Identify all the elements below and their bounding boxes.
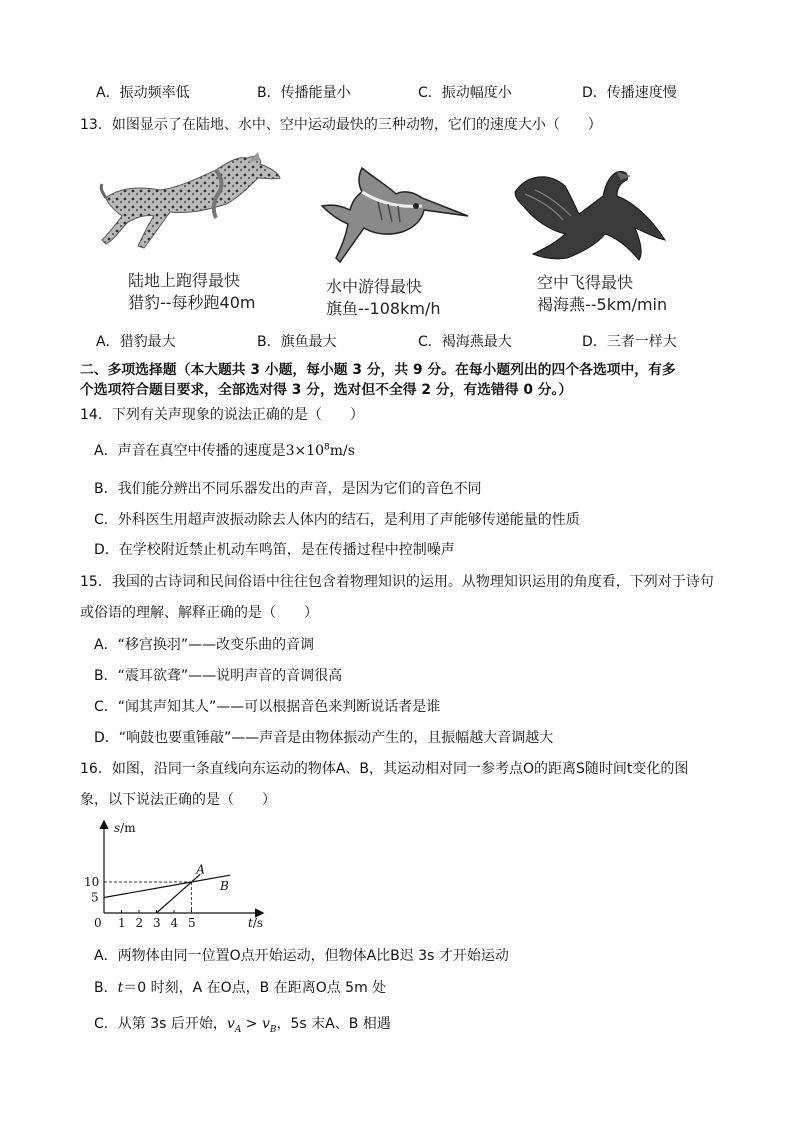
q14-stem: 14．下列有关声现象的说法正确的是（ ） (80, 407, 364, 423)
x-axis-label-var: t (248, 916, 253, 930)
q15-option-c: C．“闻其声知其人”——可以根据音色来判断说话者是谁 (94, 699, 441, 715)
cheetah-image (98, 148, 288, 258)
section2-heading-line1: 二、多项选择题（本大题共 3 小题，每小题 3 分，共 9 分。在每小题列出的四个各选项中，有多 (80, 362, 676, 378)
swift-caption (537, 272, 667, 316)
q16-option-b-t: t (117, 980, 124, 996)
sailfish-image (318, 162, 470, 274)
q16-option-b (94, 977, 386, 997)
series-line-A (157, 874, 201, 913)
q15-option-a: A．“移宫换羽”——改变乐曲的音调 (94, 637, 315, 653)
x-tick-label-5: 5 (188, 916, 196, 930)
q14-option-a (94, 440, 355, 460)
q16-option-c-gt: > (241, 1016, 262, 1032)
q15-option-d: D．“响鼓也要重锤敲”——声音是由物体振动产生的，且振幅越大音调越大 (94, 730, 554, 746)
q16-option-a: A．两物体由同一位置O点开始运动，但物体A比B迟 3s 才开始运动 (94, 948, 509, 964)
q16-option-c-va-sub: A (234, 1024, 242, 1035)
q15-stem-line2: 或俗语的理解、解释正确的是（ ） (80, 605, 318, 621)
sailfish-caption-line2: 旗鱼--108km/h (326, 299, 441, 318)
q13-option-d: D．三者一样大 (582, 334, 677, 350)
q14-option-a-text: A．声音在真空中传播的速度是 (94, 443, 286, 459)
q15-option-b: B．“震耳欲聋”——说明声音的音调很高 (94, 668, 343, 684)
cheetah-caption (128, 270, 256, 314)
section2-heading-line2: 个选项符合题目要求，全部选对得 3 分，选对但不全得 2 分，有选错得 0 分。） (80, 382, 573, 398)
q16-option-c-va: v (226, 1016, 235, 1032)
x-tick-label-1: 1 (118, 916, 126, 930)
q16-option-c-rest: ，5s 末A、B 相遇 (276, 1016, 391, 1032)
x-axis-label-unit: /s (252, 916, 264, 930)
sailfish-caption-line1: 水中游得最快 (326, 277, 423, 296)
cheetah-caption-line1: 陆地上跑得最快 (128, 271, 241, 290)
q16-option-c (94, 1013, 391, 1035)
q16-stem-line1: 16．如图，沿同一条直线向东运动的物体A、B，其运动相对同一参考点O的距离S随时间t变化的图 (80, 761, 689, 777)
swift-image (505, 162, 675, 262)
q14-option-b: B．我们能分辨出不同乐器发出的声音，是因为它们的音色不同 (94, 481, 482, 497)
q13-stem: 13．如图显示了在陆地、水中、空中运动最快的三种动物，它们的速度大小（ ） (80, 117, 602, 133)
x-tick-label-3: 3 (153, 916, 161, 930)
q15-stem-line1: 15．我国的古诗词和民间俗语中往往包含着物理知识的运用。从物理知识运用的角度看，下列对于诗句 (80, 574, 714, 590)
q14-option-a-unit: m/s (329, 443, 355, 459)
series-label-A: A (196, 862, 205, 877)
q16-option-c-text: C．从第 3s 后开始， (94, 1016, 227, 1032)
y-tick-label-5: 5 (91, 890, 99, 905)
q12-option-a: A．振动频率低 (96, 85, 190, 101)
y-axis-label-unit: /m (120, 821, 136, 835)
q16-option-b-text: ＝0 时刻，A 在O点，B 在距离O点 5m 处 (123, 980, 387, 996)
cheetah-caption-line2: 猎豹--每秒跑40m (128, 293, 256, 312)
swift-caption-line1: 空中飞得最快 (537, 273, 634, 292)
x-tick-label-0: 0 (94, 916, 102, 930)
x-tick-label-2: 2 (135, 916, 144, 930)
series-label-B: B (220, 879, 229, 894)
x-tick-label-4: 4 (170, 916, 179, 930)
series-line-B (104, 875, 230, 897)
q13-option-a: A．猎豹最大 (96, 334, 176, 350)
q14-option-c: C．外科医生用超声波振动除去人体内的结石，是利用了声能够传递能量的性质 (94, 512, 580, 528)
y-axis-label (114, 821, 136, 835)
y-tick-label-10: 10 (84, 875, 100, 889)
sailfish-caption (326, 276, 440, 320)
q13-option-c: C．褐海燕最大 (418, 334, 512, 350)
swift-caption-line2: 褐海燕--5km/min (537, 295, 668, 314)
y-axis-label-var: s (114, 821, 121, 835)
q14-option-d: D．在学校附近禁止机动车鸣笛，是在传播过程中控制噪声 (94, 542, 455, 558)
q16-option-c-vb: v (261, 1016, 270, 1032)
q12-option-d: D．传播速度慢 (582, 85, 677, 101)
x-axis-label (248, 916, 263, 930)
q16-stem-line2: 象，以下说法正确的是（ ） (80, 792, 276, 808)
s-t-graph (80, 814, 280, 936)
q14-option-a-exponent: 8 (324, 442, 330, 453)
q16-option-c-vb-sub: B (269, 1024, 277, 1035)
q14-option-a-value: 3×10 (285, 443, 325, 459)
q12-option-c: C．振动幅度小 (418, 85, 512, 101)
q12-option-b: B．传播能量小 (257, 85, 351, 101)
q13-option-b: B．旗鱼最大 (257, 334, 337, 350)
q16-option-b-label: B． (94, 980, 118, 996)
